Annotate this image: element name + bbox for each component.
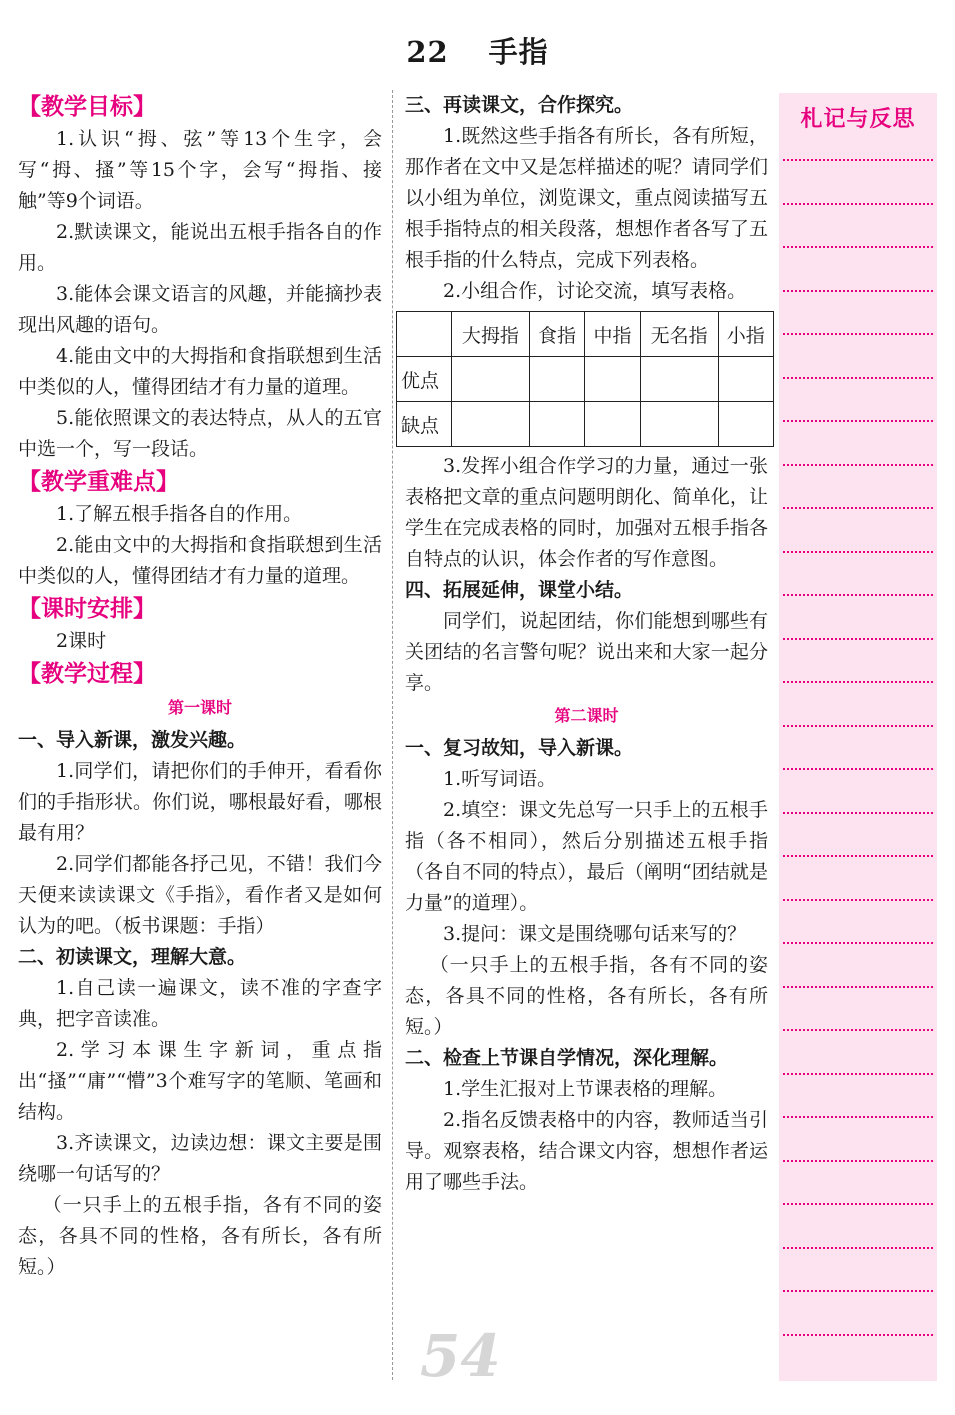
table-header-cell: [397, 312, 452, 357]
notes-writing-line: [783, 986, 933, 988]
table-header-row: [397, 312, 774, 357]
notes-writing-line: [783, 725, 933, 727]
lesson-two-label: 第二课时: [554, 706, 619, 725]
step-paragraph: 2.小组合作，讨论交流，填写表格。: [443, 280, 747, 302]
page-title: [0, 30, 955, 71]
key-item: 2.能由文中的大拇指和食指联想到生活中类似的人，懂得团结才有力量的道理。: [18, 534, 382, 587]
notes-writing-line: [783, 1116, 933, 1118]
table-header-cell: 食指: [529, 312, 584, 357]
lesson-one-label: 第一课时: [167, 698, 232, 717]
notes-writing-line: [783, 812, 933, 814]
step-paragraph: 3.提问：课文是围绕哪句话来写的？: [443, 923, 747, 945]
table-row: [397, 402, 774, 447]
table-header-cell: 大拇指: [452, 312, 530, 357]
step-heading: 二、初读课文，理解大意。: [18, 946, 247, 968]
section-title-schedule: 【课时安排】: [18, 596, 156, 622]
finger-table: [396, 311, 774, 447]
step-heading: 四、拓展延伸，课堂小结。: [405, 579, 634, 601]
table-header-cell: 中指: [585, 312, 640, 357]
table-cell[interactable]: [529, 357, 584, 402]
notes-writing-line: [783, 420, 933, 422]
notes-writing-line: [783, 855, 933, 857]
key-item: 1.了解五根手指各自的作用。: [56, 503, 303, 525]
goal-item: 5.能依照课文的表达特点，从人的五官中选一个，写一段话。: [18, 407, 382, 460]
section-title-process: 【教学过程】: [18, 661, 156, 687]
step-paragraph: 1.既然这些手指各有所长，各有所短，那作者在文中又是怎样描述的呢？请同学们以小组为单位，浏览课文，重点阅读描写五根手指特点的相关段落，想想作者各写了五根手指的什么特点，完成下列表格。: [405, 125, 768, 271]
notes-writing-line: [783, 1073, 933, 1075]
goal-item: 4.能由文中的大拇指和食指联想到生活中类似的人，懂得团结才有力量的道理。: [18, 345, 382, 398]
notes-writing-line: [783, 203, 933, 205]
table-cell[interactable]: [718, 357, 773, 402]
notes-writing-line: [783, 681, 933, 683]
step-paragraph: 2.同学们都能各抒己见，不错！我们今天便来读读课文《手指》，看作者又是如何认为的吧。（板书课题：手指）: [18, 853, 382, 937]
table-row: [397, 357, 774, 402]
answer-paragraph: （一只手上的五根手指，各有不同的姿态，各具不同的性格，各有所长，各有所短。）: [18, 1194, 382, 1278]
step-paragraph: 1.同学们，请把你们的手伸开，看看你们的手指形状。你们说，哪根最好看，哪根最有用？: [18, 760, 382, 844]
step-paragraph: 2.填空：课文先总写一只手上的五根手指（各不相同），然后分别描述五根手指（各自不同的特点），最后（阐明“团结就是力量”的道理）。: [405, 799, 768, 914]
table-cell[interactable]: [585, 357, 640, 402]
goal-item: 3.能体会课文语言的风趣，并能摘抄表现出风趣的语句。: [18, 283, 382, 336]
notes-title: 札记与反思: [800, 107, 916, 132]
step-paragraph: 1.听写词语。: [443, 768, 557, 790]
notes-writing-line: [783, 768, 933, 770]
notes-writing-line: [783, 899, 933, 901]
notes-writing-line: [783, 290, 933, 292]
step-paragraph: 3.发挥小组合作学习的力量，通过一张表格把文章的重点问题明朗化、简单化，让学生在完成表格的同时，加强对五根手指各自特点的认识，体会作者的写作意图。: [405, 455, 768, 570]
notes-writing-line: [783, 1160, 933, 1162]
goal-item: 2.默读课文，能说出五根手指各自的作用。: [18, 221, 382, 274]
step-paragraph: 2.指名反馈表格中的内容，教师适当引导。观察表格，结合课文内容，想想作者运用了哪些手法。: [405, 1109, 768, 1193]
step-heading: 一、导入新课，激发兴趣。: [18, 729, 247, 751]
notes-writing-line: [783, 246, 933, 248]
answer-paragraph: （一只手上的五根手指，各有不同的姿态，各具不同的性格，各有所长，各有所短。）: [405, 954, 768, 1038]
notes-writing-line: [783, 1203, 933, 1205]
notes-writing-line: [783, 594, 933, 596]
table-header-cell: 小指: [718, 312, 773, 357]
notes-writing-line: [783, 1029, 933, 1031]
notes-writing-line: [783, 377, 933, 379]
notes-writing-line: [783, 159, 933, 161]
table-cell[interactable]: [585, 402, 640, 447]
step-heading: 三、再读课文，合作探究。: [405, 94, 634, 116]
table-cell[interactable]: [452, 357, 530, 402]
left-column: [18, 90, 382, 1283]
page-number: 54: [420, 1322, 501, 1390]
notes-writing-line: [783, 1334, 933, 1336]
table-cell[interactable]: [452, 402, 530, 447]
step-paragraph: 同学们，说起团结，你们能想到哪些有关团结的名言警句呢？说出来和大家一起分享。: [405, 610, 768, 694]
notes-panel: [779, 93, 937, 1381]
table-row-label: 优点: [397, 357, 452, 402]
lesson-number: 22: [406, 35, 449, 69]
notes-writing-line: [783, 333, 933, 335]
notes-writing-line: [783, 507, 933, 509]
section-title-key-points: 【教学重难点】: [18, 469, 179, 495]
notes-writing-line: [783, 551, 933, 553]
step-heading: 二、检查上节课自学情况，深化理解。: [405, 1047, 729, 1069]
step-paragraph: 1.学生汇报对上节课表格的理解。: [443, 1078, 728, 1100]
table-row-label: 缺点: [397, 402, 452, 447]
goal-item: 1.认识“拇、弦”等13个生字，会写“拇、搔”等15个字，会写“拇指、接触”等9个词语。: [18, 128, 382, 212]
table-cell[interactable]: [718, 402, 773, 447]
table-header-cell: 无名指: [640, 312, 718, 357]
step-paragraph: 2.学习本课生字新词，重点指出“搔”“庸”“懵”3个难写字的笔顺、笔画和结构。: [18, 1039, 382, 1123]
step-heading: 一、复习故知，导入新课。: [405, 737, 634, 759]
notes-writing-line: [783, 1247, 933, 1249]
step-paragraph: 1.自己读一遍课文，读不准的字查字典，把字音读准。: [18, 977, 382, 1030]
section-title-goals: 【教学目标】: [18, 94, 156, 120]
notes-writing-line: [783, 638, 933, 640]
notes-writing-line: [783, 464, 933, 466]
step-paragraph: 3.齐读课文，边读边想：课文主要是围绕哪一句话写的？: [18, 1132, 382, 1185]
middle-column: [401, 90, 768, 1198]
notes-writing-line: [783, 1290, 933, 1292]
table-cell[interactable]: [529, 402, 584, 447]
table-cell[interactable]: [640, 357, 718, 402]
schedule-text: 2课时: [56, 630, 107, 652]
lesson-title: 手指: [488, 35, 549, 69]
column-divider: [392, 90, 393, 1380]
notes-writing-line: [783, 942, 933, 944]
table-cell[interactable]: [640, 402, 718, 447]
